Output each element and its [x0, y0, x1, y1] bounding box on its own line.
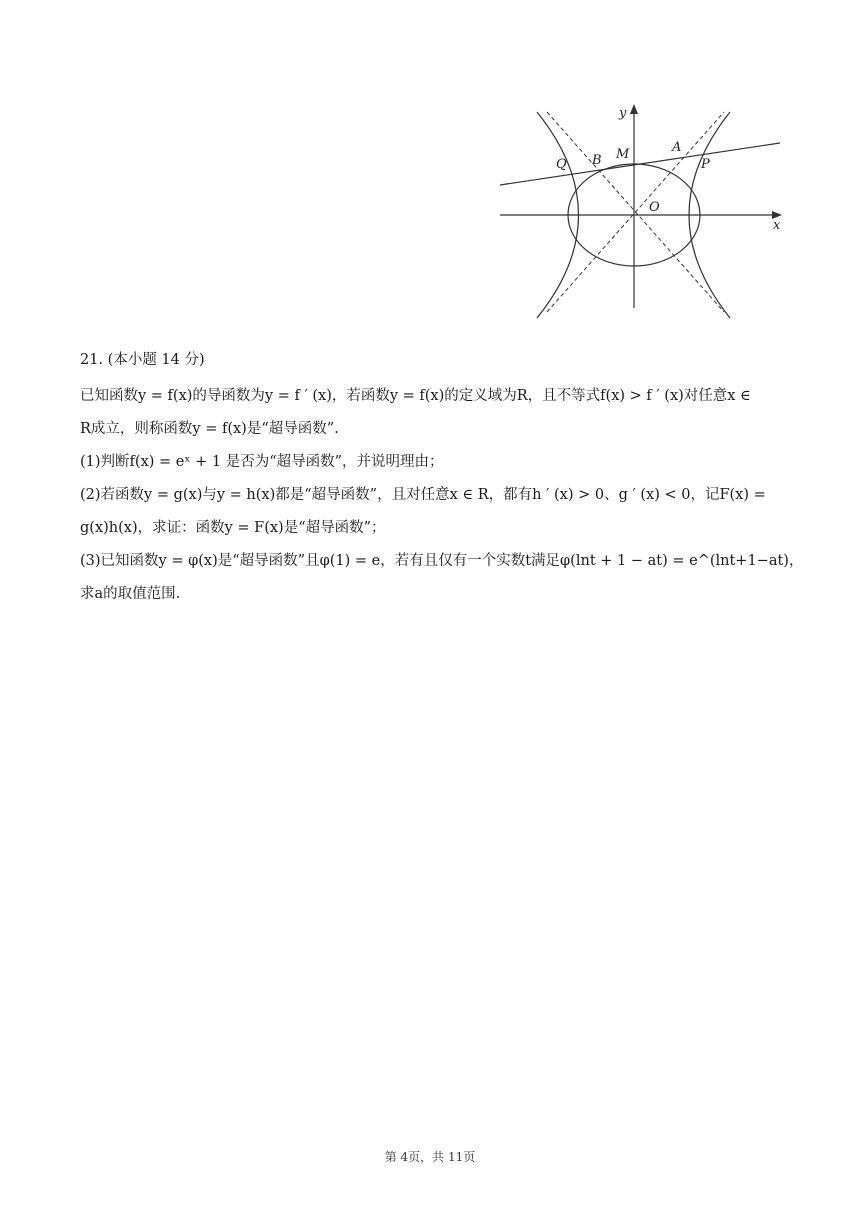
- label-x: x: [773, 218, 781, 233]
- question-line: R成立，则称函数y = f(x)是“超导函数”.: [80, 421, 339, 437]
- y-axis-arrow: [630, 104, 638, 114]
- label-y: y: [619, 106, 627, 121]
- question-line: 求a的取值范围.: [80, 586, 181, 602]
- question-title: 21. (本小题 14 分): [80, 352, 205, 368]
- hyperbola-ellipse-figure: [492, 100, 792, 320]
- question-line: g(x)h(x)，求证：函数y = F(x)是“超导函数”；: [80, 520, 386, 536]
- label-q: Q: [556, 157, 567, 172]
- label-b: B: [592, 153, 602, 168]
- figure-svg: [492, 100, 792, 320]
- question-line: 已知函数y = f(x)的导函数为y = f ′ (x)，若函数y = f(x)的定义域为R，且不等式f(x) > f ′ (x)对任意x ∈: [80, 388, 751, 404]
- label-origin: O: [649, 200, 660, 215]
- question-part-3: (3)已知函数y = φ(x)是“超导函数”且φ(1) = e，若有且仅有一个实数t满足φ(lnt + 1 − at) = e^(lnt+1−at)，: [80, 553, 804, 569]
- question-21: [80, 350, 804, 617]
- label-m: M: [616, 147, 630, 162]
- label-a: A: [672, 140, 682, 155]
- question-part-2: (2)若函数y = g(x)与y = h(x)都是“超导函数”，且对任意x ∈ R，都有h ′ (x) > 0、g ′ (x) < 0，记F(x) =: [80, 487, 766, 503]
- label-p: P: [701, 157, 710, 172]
- page-footer: 第 4页，共 11页: [384, 1150, 476, 1164]
- secant-line: [500, 143, 780, 185]
- question-part-1: (1)判断f(x) = eˣ + 1 是否为“超导函数”，并说明理由；: [80, 454, 444, 470]
